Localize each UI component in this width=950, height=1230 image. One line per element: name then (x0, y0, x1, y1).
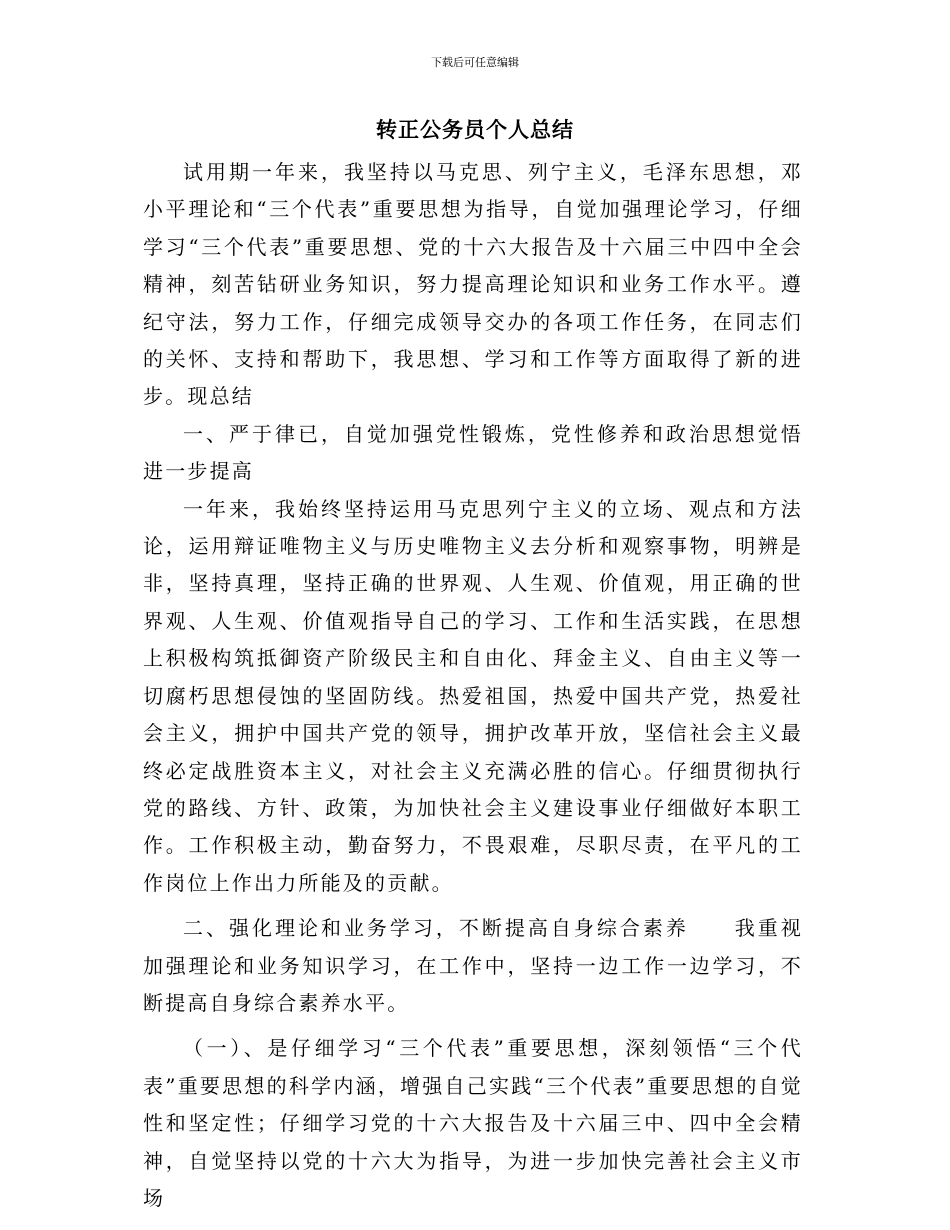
document-title: 转正公务员个人总结 (376, 117, 574, 142)
paragraph-section-1-heading: 一、严于律已，自觉加强党性锻炼，党性修养和政治思想觉悟进一步提高 (143, 421, 803, 484)
paragraph-intro: 试用期一年来，我坚持以马克思、列宁主义，毛泽东思想，邓小平理论和“三个代表”重要思想为指导，自觉加强理论学习，仔细学习“三个代表”重要思想、党的十六大报告及十六届三中四中全会精神，刻苦钻研业务知识，努力提高理论知识和业务工作水平。遵纪守法，努力工作，仔细完成领导交办的各项工作任务，在同志们的关怀、支持和帮助下，我思想、学习和工作等方面取得了新的进步。现总结 (143, 160, 803, 409)
document-body (143, 154, 803, 1217)
paragraph-section-2-item-1: （一）、是仔细学习“三个代表”重要思想，深刻领悟“三个代表”重要思想的科学内涵，增强自己实践“三个代表”重要思想的自觉性和坚定性；仔细学习党的十六大报告及十六届三中、四中全会精神，自觉坚持以党的十六大为指导，为进一步加快完善社会主义市场 (143, 1036, 803, 1210)
paragraph-section-1-body: 一年来，我始终坚持运用马克思列宁主义的立场、观点和方法论，运用辩证唯物主义与历史唯物主义去分析和观察事物，明辨是非，坚持真理，坚持正确的世界观、人生观、价值观，用正确的世界观、人生观、价值观指导自己的学习、工作和生活实践，在思想上积极构筑抵御资产阶级民主和自由化、拜金主义、自由主义等一切腐朽思想侵蚀的坚固防线。热爱祖国，热爱中国共产党，热爱社会主义，拥护中国共产党的领导，拥护改革开放，坚信社会主义最终必定战胜资本主义，对社会主义充满必胜的信心。仔细贯彻执行党的路线、方针、政策，为加快社会主义建设事业仔细做好本职工作。工作积极主动，勤奋努力，不畏艰难，尽职尽责，在平凡的工作岗位上作出力所能及的贡献。 (143, 496, 803, 895)
header-note: 下载后可任意编辑 (431, 56, 519, 69)
paragraph-section-2: 二、强化理论和业务学习，不断提高自身综合素养 我重视加强理论和业务知识学习，在工作中，坚持一边工作一边学习，不断提高自身综合素养水平。 (143, 916, 803, 1015)
